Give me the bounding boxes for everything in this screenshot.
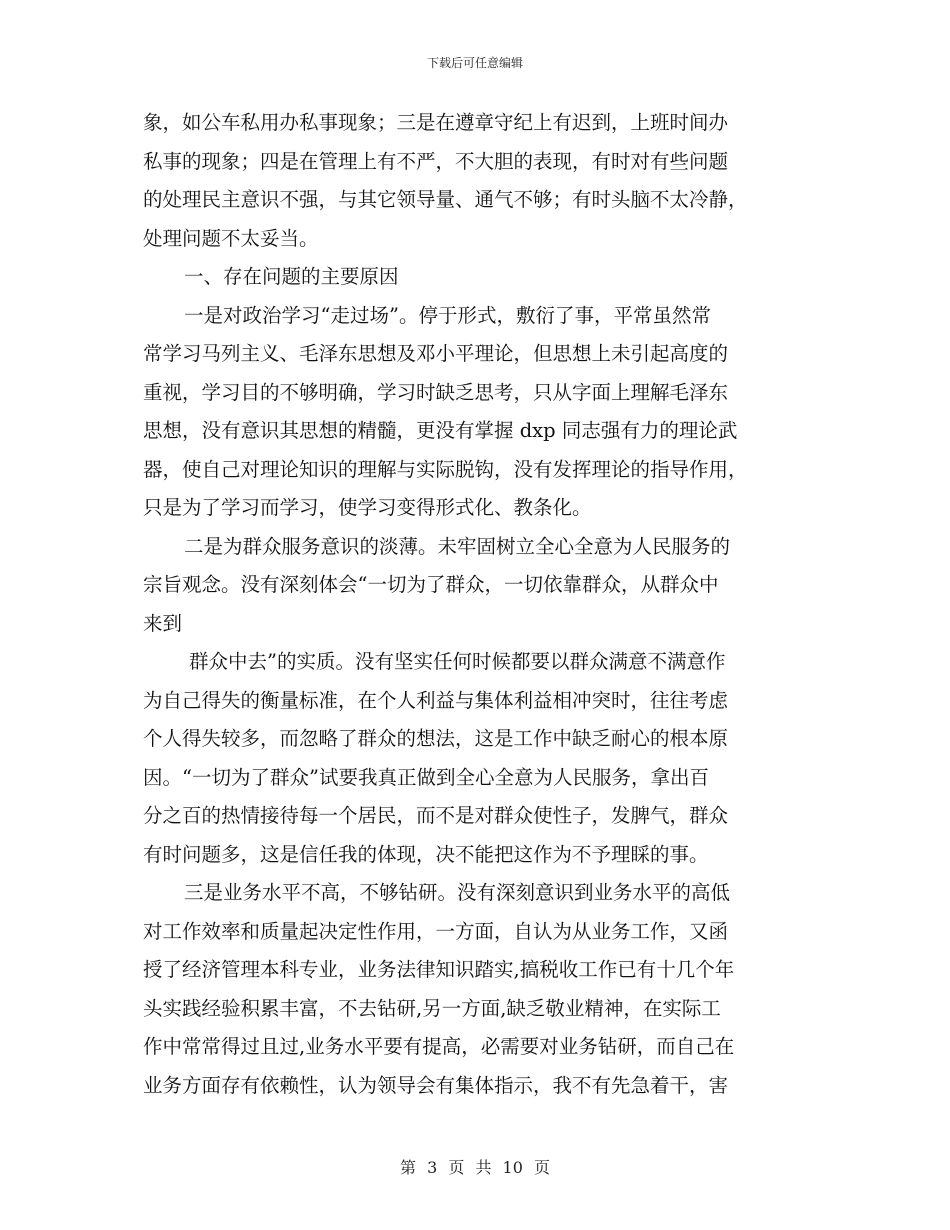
text-line: 对工作效率和质量起决定性作用，一方面，自认为从业务工作，又函 — [143, 919, 729, 943]
text-line: 头实践经验积累丰富，不去钻研,另一方面,缺乏敬业精神，在实际工 — [143, 996, 721, 1020]
text-line: 有时问题多，这是信任我的体现，决不能把这作为不予理睬的事。 — [143, 842, 709, 866]
text-line: 常学习马列主义、毛泽东思想及邓小平理论，但思想上未引起高度的 — [143, 342, 729, 365]
page-header: 下载后可任意编辑 — [426, 56, 523, 70]
text-line: 为自己得失的衡量标准，在个人利益与集体利益相冲突时，往往考虑 — [143, 688, 729, 712]
text-line: 授了经济管理本科专业，业务法律知识踏实,搞税收工作已有十几个年 — [143, 958, 735, 981]
text-line: 因。“一切为了群众”试要我真正做到全心全意为人民服务，拿出百 — [143, 765, 709, 789]
text-line: 分之百的热情接待每一个居民，而不是对群众使性子，发脾气，群众 — [143, 804, 729, 827]
text-line: 一是对政治学习“走过场”。停于形式，敷衍了事，平常虽然常 — [184, 303, 711, 327]
document-body — [143, 104, 811, 1105]
text-line: 器，使自己对理论知识的理解与实际脱钩，没有发挥理论的指导作用， — [143, 457, 748, 481]
text-line: 来到 — [143, 611, 183, 635]
text-line: 三是业务水平不高，不够钻研。没有深刻意识到业务水平的高低 — [184, 881, 731, 904]
text-line: 重视，学习目的不够明确，学习时缺乏思考，只从字面上理解毛泽东 — [143, 380, 729, 404]
section-heading: 一、存在问题的主要原因 — [184, 265, 399, 288]
text-line: 作中常常得过且过,业务水平要有提高，必需要对业务钻研，而自己在 — [143, 1035, 735, 1058]
text-line: 业务方面存有依赖性，认为领导会有集体指示，我不有先急着干，害 — [143, 1073, 729, 1097]
text-line: 的处理民主意识不强，与其它领导量、通气不够；有时头脑不太冷静， — [143, 188, 748, 211]
text-line: 处理问题不太妥当。 — [143, 226, 319, 250]
text-line: 象，如公车私用办私事现象；三是在遵章守纪上有迟到，上班时间办 — [143, 111, 729, 134]
text-line: 二是为群众服务意识的淡薄。未牢固树立全心全意为人民服务的 — [184, 534, 731, 558]
text-line: 思想，没有意识其思想的精髓，更没有掌握 dxp 同志强有力的理论武 — [143, 419, 738, 442]
text-line: 宗旨观念。没有深刻体会“一切为了群众，一切依靠群众，从群众中 — [143, 573, 719, 596]
text-line: 只是为了学习而学习，使学习变得形式化、教条化。 — [143, 496, 592, 519]
text-line: 个人得失较多，而忽略了群众的想法，这是工作中缺乏耐心的根本原 — [143, 727, 729, 750]
text-line: 群众中去”的实质。没有坚实任何时候都要以群众满意不满意作 — [189, 650, 726, 673]
page-footer: 第 3 页 共 10 页 — [400, 1158, 550, 1177]
text-line: 私事的现象；四是在管理上有不严，不大胆的表现，有时对有些问题 — [143, 149, 729, 173]
